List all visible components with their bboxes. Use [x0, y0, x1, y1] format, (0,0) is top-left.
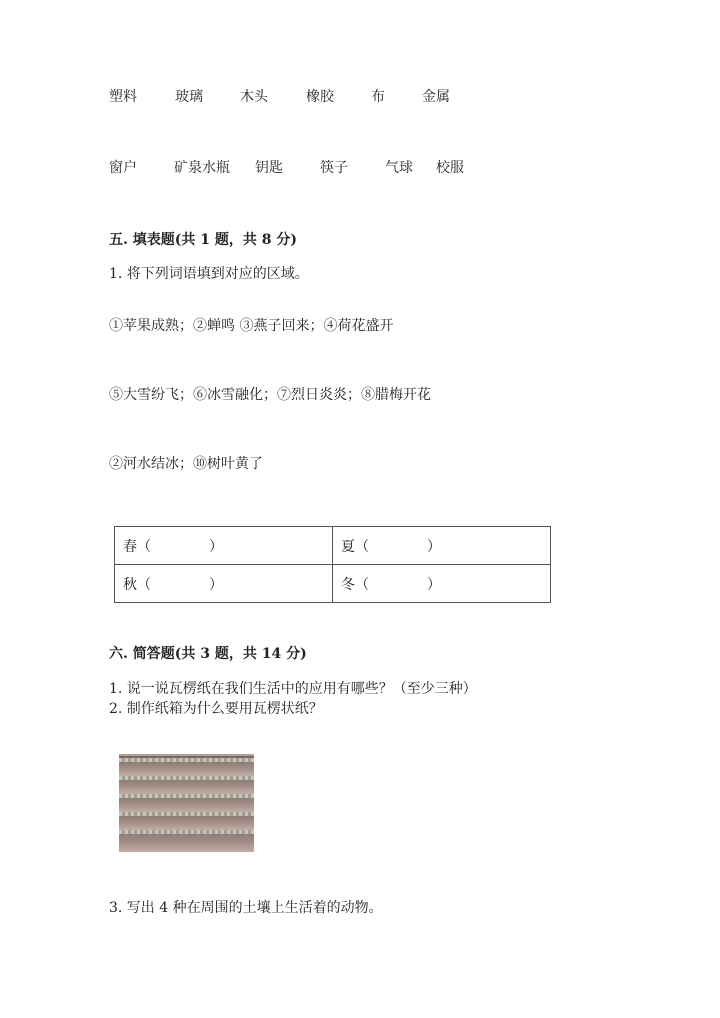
- object-item: 矿泉水瓶: [174, 160, 230, 176]
- spring-label: 春（: [123, 538, 151, 555]
- phenomena-line: ⑤大雪纷飞；⑥冰雪融化；⑦烈日炎炎；⑧腊梅开花: [109, 387, 431, 403]
- object-item: 校服: [436, 160, 464, 176]
- winter-cell[interactable]: [333, 565, 551, 603]
- material-item: 布: [371, 89, 385, 105]
- summer-cell[interactable]: [333, 527, 551, 565]
- object-item: 窗户: [109, 160, 137, 176]
- spring-cell[interactable]: [115, 527, 333, 565]
- winter-label: 冬（: [341, 576, 369, 593]
- corrugated-cardboard-image: [119, 754, 254, 852]
- phenomena-line: ②河水结冰；⑩树叶黄了: [109, 456, 263, 472]
- section-6-title: 六. 简答题(共 3 题，共 14 分): [109, 646, 307, 662]
- question-text: 2. 制作纸箱为什么要用瓦楞状纸？: [109, 701, 323, 717]
- object-item: 钥匙: [255, 160, 283, 176]
- object-item: 筷子: [320, 160, 348, 176]
- material-item: 橡胶: [306, 89, 334, 105]
- question-text: 1. 将下列词语填到对应的区域。: [109, 266, 309, 282]
- material-item: 玻璃: [175, 89, 203, 105]
- object-item: 气球: [385, 160, 413, 176]
- question-text: 1. 说一说瓦楞纸在我们生活中的应用有哪些？（至少三种）: [109, 681, 477, 697]
- paren-close: ）: [427, 538, 441, 555]
- paren-close: ）: [209, 538, 223, 555]
- question-text: 3. 写出 4 种在周围的土壤上生活着的动物。: [109, 900, 383, 916]
- section-5-title: 五. 填表题(共 1 题，共 8 分): [109, 232, 297, 248]
- summer-label: 夏（: [341, 538, 369, 555]
- autumn-cell[interactable]: [115, 565, 333, 603]
- material-item: 塑料: [109, 89, 137, 105]
- material-item: 金属: [422, 89, 450, 105]
- autumn-label: 秋（: [123, 576, 151, 593]
- season-fill-table: [114, 526, 551, 603]
- material-item: 木头: [240, 89, 268, 105]
- paren-close: ）: [427, 576, 441, 593]
- paren-close: ）: [209, 576, 223, 593]
- phenomena-line: ①苹果成熟；②蝉鸣 ③燕子回来；④荷花盛开: [109, 318, 394, 334]
